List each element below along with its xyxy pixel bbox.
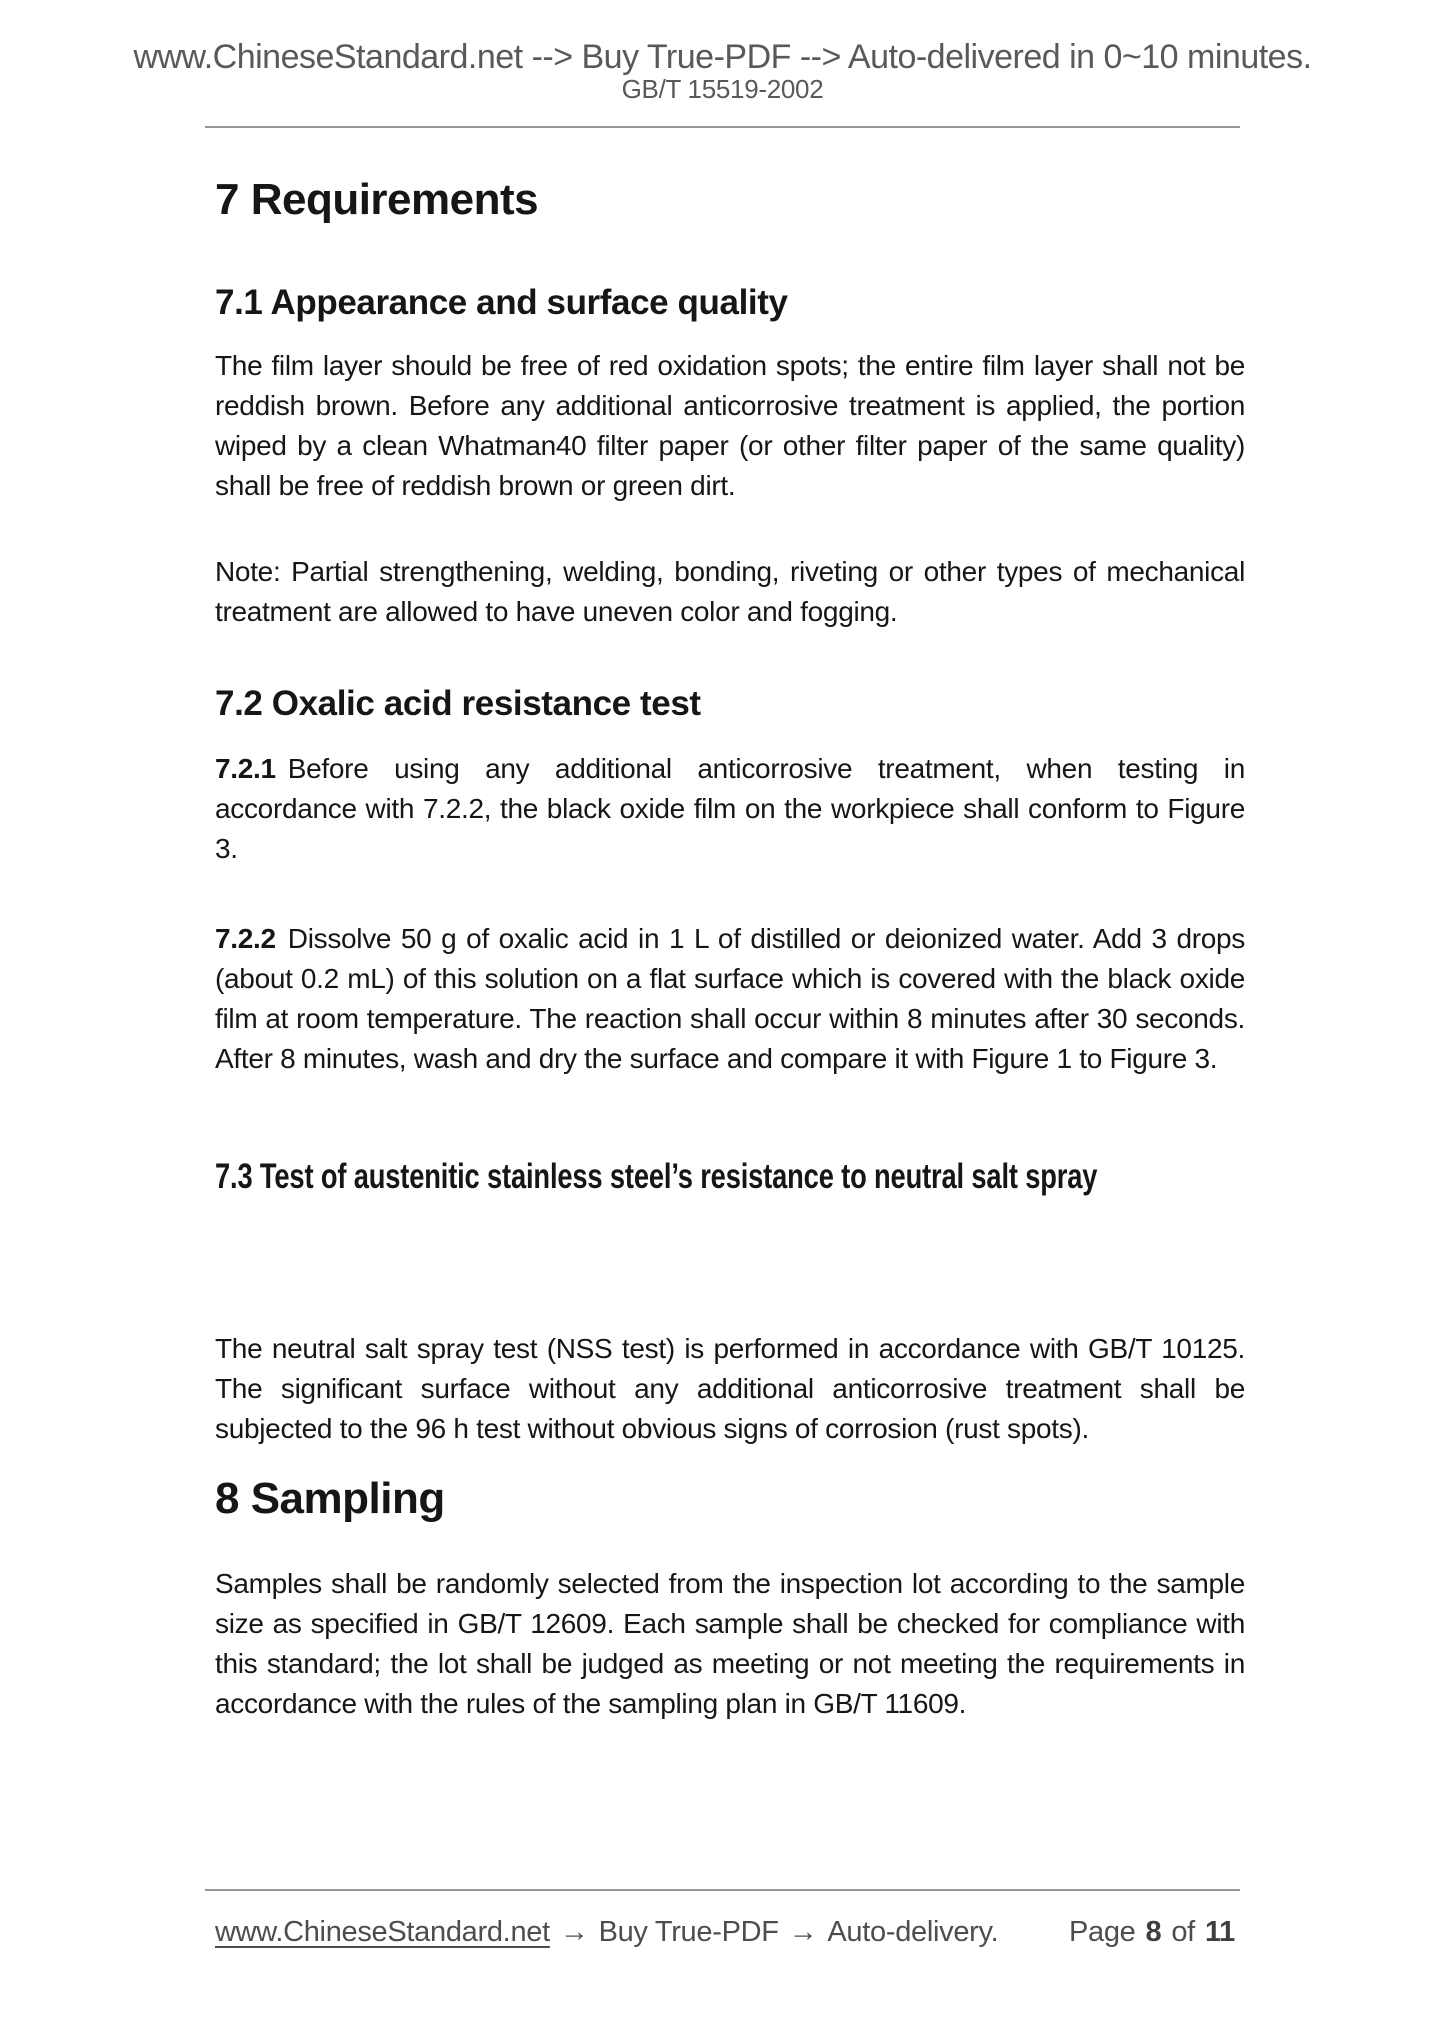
arrow-right-icon: → [559, 1916, 589, 1948]
header-divider [205, 126, 1240, 128]
footer-divider [205, 1889, 1240, 1891]
clause-7-2-1-text: Before using any additional anticorrosive treatment, when testing in accordance with 7.2.2, the black oxide film on the workpiece shall conform to Figure 3. [215, 753, 1245, 864]
section-7-heading: 7 Requirements [215, 175, 539, 224]
footer-site-link[interactable]: www.ChineseStandard.net [215, 1916, 550, 1948]
page-of-label: of [1171, 1916, 1195, 1948]
section-7-1-paragraph: The film layer should be free of red oxidation spots; the entire film layer shall not be reddish brown. Before any additional anticorrosive treatment is applied, the portion wiped by a clean Whatman40 filter paper (or other filter paper of the same quality) shall be free of reddish brown or green dirt. [215, 350, 1245, 501]
header-standard-number: GB/T 15519-2002 [621, 74, 824, 104]
page-total: 11 [1204, 1916, 1235, 1948]
footer-delivery-label: Auto-delivery. [827, 1916, 999, 1948]
footer-buy-label: Buy True-PDF [598, 1916, 779, 1948]
section-7-3-paragraph: The neutral salt spray test (NSS test) is performed in accordance with GB/T 10125. The significant surface without any additional anticorrosive treatment shall be subjected to the 96 h test without obvious signs of corrosion (rust spots). [215, 1333, 1245, 1444]
section-8-heading: 8 Sampling [215, 1474, 445, 1523]
footer-tagline [215, 1916, 998, 1949]
clause-7-2-1 [215, 749, 1245, 869]
clause-7-2-1-number: 7.2.1 [215, 753, 276, 784]
arrow-right-icon: → [788, 1916, 818, 1948]
clause-7-2-2 [215, 919, 1245, 1079]
page-indicator [1069, 1916, 1235, 1949]
section-8-paragraph: Samples shall be randomly selected from the inspection lot according to the sample size as specified in GB/T 12609. Each sample shall be checked for compliance with this standard; the lot shall be judged as meeting or not meeting the requirements in accordance with the rules of the sampling plan in GB/T 11609. [215, 1568, 1245, 1719]
section-7-2-heading: 7.2 Oxalic acid resistance test [215, 684, 701, 723]
header-tagline: www.ChineseStandard.net --> Buy True-PDF --> Auto-delivered in 0~10 minutes. [133, 38, 1312, 76]
page-label: Page [1068, 1916, 1136, 1948]
section-7-3-heading: 7.3 Test of austenitic stainless steel’s resistance to neutral salt spray [215, 1157, 1098, 1196]
page-current: 8 [1145, 1916, 1162, 1948]
footer [215, 1916, 1235, 1949]
clause-7-2-2-number: 7.2.2 [215, 923, 276, 954]
clause-7-2-2-text: Dissolve 50 g of oxalic acid in 1 L of distilled or deionized water. Add 3 drops (about 0.2 mL) of this solution on a flat surface which is covered with the black oxide film at room temperature. The reaction shall occur within 8 minutes after 30 seconds. After 8 minutes, wash and dry the surface and compare it with Figure 1 to Figure 3. [215, 923, 1245, 1074]
section-7-1-note: Note: Partial strengthening, welding, bonding, riveting or other types of mechanical treatment are allowed to have uneven color and fogging. [215, 556, 1245, 627]
section-7-1-heading: 7.1 Appearance and surface quality [215, 283, 788, 322]
